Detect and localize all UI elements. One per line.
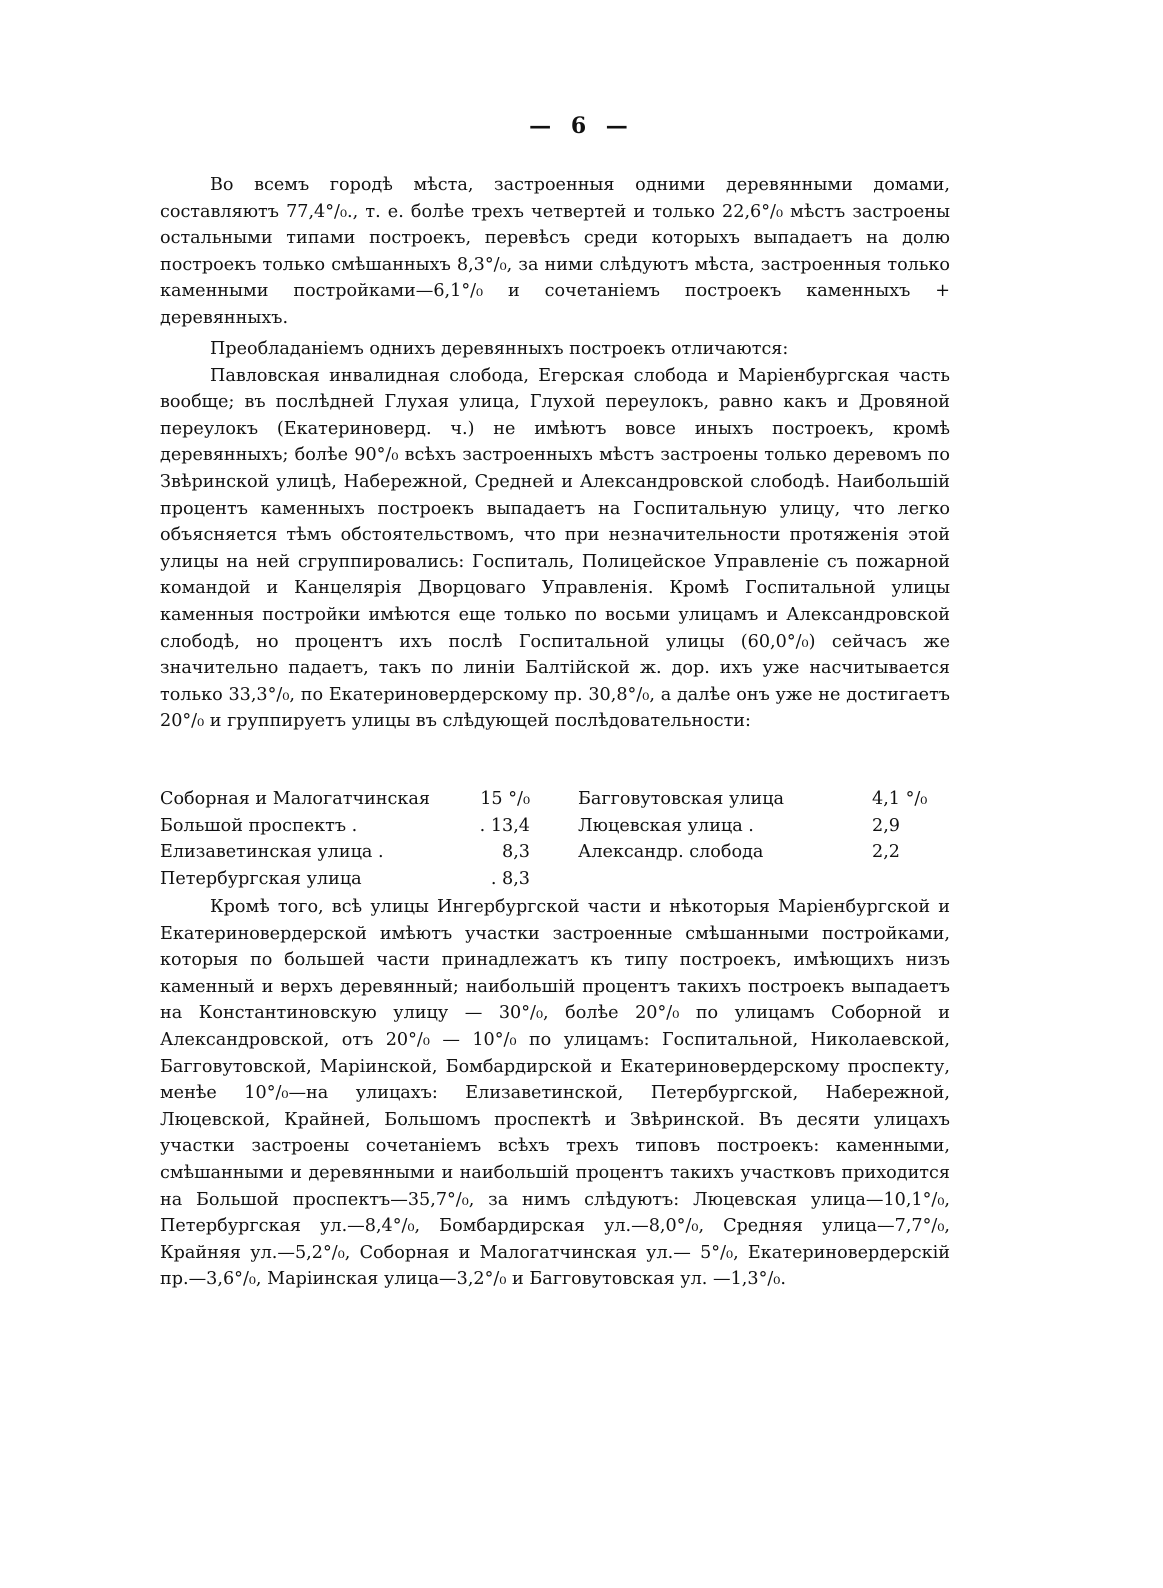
street-name: Петербургская улица <box>160 868 362 889</box>
wooden-buildings-block <box>160 336 950 735</box>
mixed-buildings-block <box>160 894 950 1293</box>
street-percent: 15 °/₀ <box>480 789 530 809</box>
table-row <box>160 866 960 893</box>
street-name: Александр. слобода <box>578 842 764 863</box>
paragraph: Кромѣ того, всѣ улицы Ингербургской части и нѣкоторыя Маріенбургской и Екатериновердерской имѣютъ участки застроенные смѣшанными постройками, которыя по большей части принадлежатъ къ типу построекъ, имѣющихъ низъ каменный и верхъ деревянный; наибольшій процентъ такихъ построекъ выпадаетъ на Константиновскую улицу — 30°/₀, болѣе 20°/₀ по улицамъ Соборной и Александровской, отъ 20°/₀ — 10°/₀ по улицамъ: Госпитальной, Николаевской, Багговутовской, Маріинской, Бомбардирской и Екатериновердерскому проспекту, менѣе 10°/₀—на улицахъ: Елизаветинской, Петербургской, Набережной, Люцевской, Крайней, Большомъ проспектѣ и Звѣринской. Въ десяти улицахъ участки застроены сочетаніемъ всѣхъ трехъ типовъ построекъ: каменными, смѣшанными и деревянными и наибольшій процентъ такихъ участковъ приходится на Большой проспектъ—35,7°/₀, за нимъ слѣдуютъ: Люцевская улица—10,1°/₀, Петербургская ул.—8,4°/₀, Бомбардирская ул.—8,0°/₀, Средняя улица—7,7°/₀, Крайняя ул.—5,2°/₀, Соборная и Малогатчинская ул.— 5°/₀, Екатериновердерскій пр.—3,6°/₀, Маріинская улица—3,2°/₀ и Багговутовская ул. —1,3°/₀. <box>160 897 950 1290</box>
street-name: Люцевская улица . <box>578 815 754 836</box>
intro-paragraph-block <box>160 172 950 332</box>
table-row <box>160 839 960 866</box>
street-percent: . 13,4 <box>479 815 530 836</box>
paragraph: Во всемъ городѣ мѣста, застроенныя одними деревянными домами, составляютъ 77,4°/₀., т. е. болѣе трехъ четвертей и только 22,6°/₀ мѣстъ застроены остальными типами построекъ, перевѣсъ среди которыхъ выпадаетъ на долю построекъ только смѣшанныхъ 8,3°/₀, за ними слѣдуютъ мѣста, застроенныя только каменными постройками—6,1°/₀ и сочетаніемъ построекъ каменныхъ + деревянныхъ. <box>160 175 950 328</box>
table-row <box>160 786 960 813</box>
street-name: Большой проспектъ . <box>160 815 358 836</box>
street-percent: 2,2 <box>872 842 900 863</box>
street-percent: . 8,3 <box>490 868 530 889</box>
street-name: Соборная и Малогатчинская <box>160 789 430 809</box>
paragraph: Павловская инвалидная слобода, Егерская слобода и Маріенбургская часть вообще; въ послѣдней Глухая улица, Глухой переулокъ, равно какъ и Дровяной переулокъ (Екатериноверд. ч.) не имѣютъ вовсе иныхъ построекъ, кромѣ деревянныхъ; болѣе 90°/₀ всѣхъ застроенныхъ мѣстъ застроены только деревомъ по Звѣринской улицѣ, Набережной, Средней и Александровской слободѣ. Наибольшій процентъ каменныхъ построекъ выпадаетъ на Госпитальную улицу, что легко объясняется тѣмъ обстоятельствомъ, что при незначительности протяженія этой улицы на ней сгруппировались: Госпиталь, Полицейское Управленіе съ пожарной командой и Канцелярія Дворцоваго Управленія. Кромѣ Госпитальной улицы каменныя постройки имѣются еще только по восьми улицамъ и Александровской слободѣ, но процентъ ихъ послѣ Госпитальной улицы (60,0°/₀) сейчасъ же значительно падаетъ, такъ по линіи Балтійской ж. дор. ихъ уже насчитывается только 33,3°/₀, по Екатериновердерскому пр. 30,8°/₀, а далѣе онъ уже не достигаетъ 20°/₀ и группируетъ улицы въ слѣдующей послѣдовательности: <box>160 365 950 732</box>
percentage-table <box>160 786 960 892</box>
street-name: Багговутовская улица <box>578 789 785 809</box>
street-percent: 2,9 <box>872 815 900 836</box>
street-percent: 4,1 °/₀ <box>872 789 928 809</box>
street-name: Елизаветинская улица . <box>160 842 384 863</box>
table-row <box>160 813 960 840</box>
paragraph: Преобладаніемъ однихъ деревянныхъ построекъ отличаются: <box>210 339 789 359</box>
page-number: — 6 — <box>529 113 634 139</box>
street-percent: 8,3 <box>502 842 530 863</box>
